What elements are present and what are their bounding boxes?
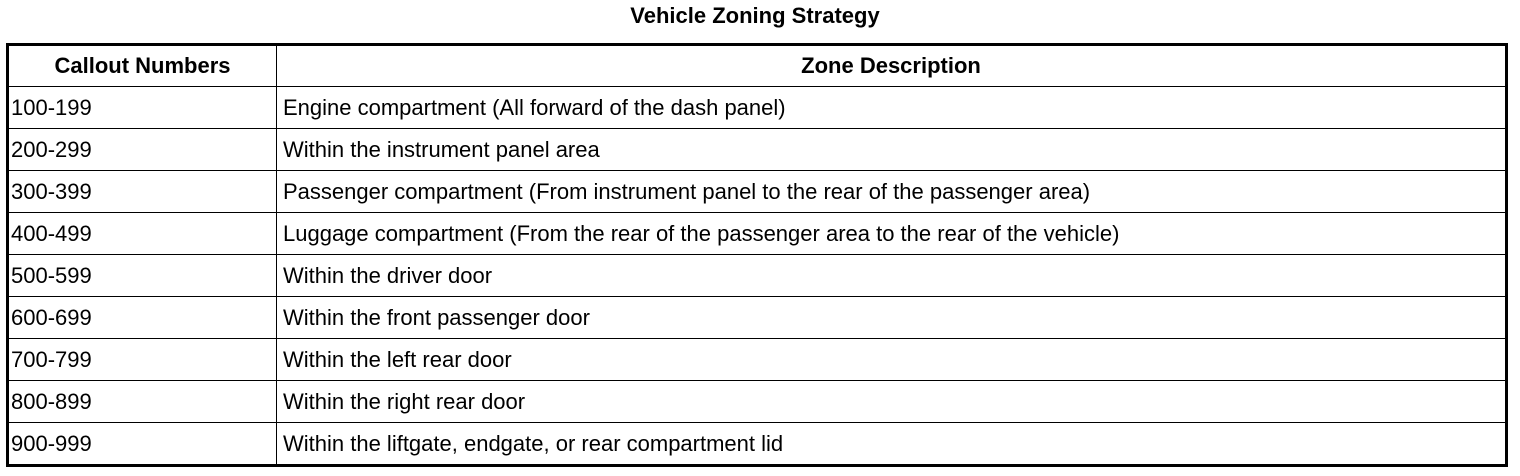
table-row	[8, 129, 1507, 171]
page-title: Vehicle Zoning Strategy	[630, 3, 880, 28]
callout-cell: 900-999	[8, 423, 277, 466]
callout-cell: 300-399	[8, 171, 277, 213]
table-row	[8, 87, 1507, 129]
callout-cell: 500-599	[8, 255, 277, 297]
zoning-table	[6, 43, 1508, 467]
table-row	[8, 297, 1507, 339]
callout-cell: 100-199	[8, 87, 277, 129]
description-cell: Within the liftgate, endgate, or rear compartment lid	[277, 423, 1507, 466]
callout-cell: 700-799	[8, 339, 277, 381]
callout-cell: 800-899	[8, 381, 277, 423]
table-row	[8, 171, 1507, 213]
description-cell: Within the front passenger door	[277, 297, 1507, 339]
description-cell: Within the right rear door	[277, 381, 1507, 423]
description-cell: Passenger compartment (From instrument panel to the rear of the passenger area)	[277, 171, 1507, 213]
description-cell: Within the instrument panel area	[277, 129, 1507, 171]
table-row	[8, 423, 1507, 466]
column-header-zone-description: Zone Description	[277, 45, 1507, 87]
callout-cell: 600-699	[8, 297, 277, 339]
table-row	[8, 339, 1507, 381]
table-row	[8, 255, 1507, 297]
table-header-row	[8, 45, 1507, 87]
callout-cell: 400-499	[8, 213, 277, 255]
description-cell: Within the driver door	[277, 255, 1507, 297]
description-cell: Luggage compartment (From the rear of the passenger area to the rear of the vehicle)	[277, 213, 1507, 255]
table-row	[8, 381, 1507, 423]
column-header-callout-numbers: Callout Numbers	[8, 45, 277, 87]
table-row	[8, 213, 1507, 255]
description-cell: Within the left rear door	[277, 339, 1507, 381]
description-cell: Engine compartment (All forward of the dash panel)	[277, 87, 1507, 129]
callout-cell: 200-299	[8, 129, 277, 171]
